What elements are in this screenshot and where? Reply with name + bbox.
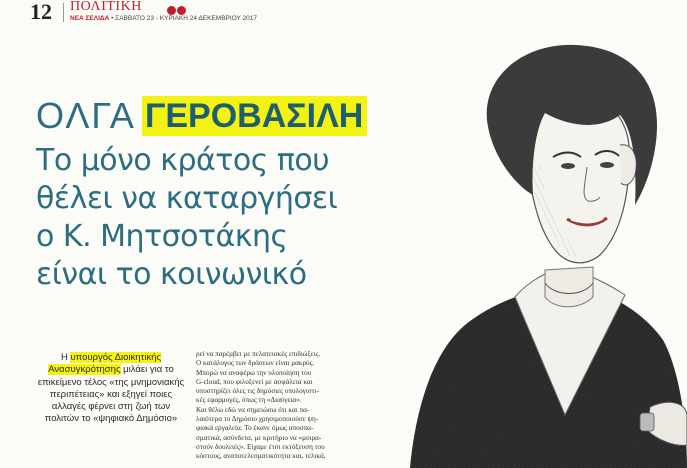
body-line: κόστους, αναποτελεσματικότητα και, τελικά, [196, 452, 326, 461]
body-line: Και θέλω εδώ να σημειώσω ότι και πα- [196, 405, 310, 414]
body-line: φιακά εργαλεία. Το έκανε όμως αποσπα- [196, 424, 314, 433]
red-dot-icon [177, 6, 186, 15]
red-dot-icon [167, 6, 176, 15]
first-name: ΟΛΓΑ [36, 95, 136, 136]
headline-line: ο Κ. Μητσοτάκης [36, 219, 288, 254]
paper-dateline [70, 15, 257, 23]
lede-highlight: υπουργός Διοικητικής [70, 352, 162, 363]
lede-highlight: Ανασυγκρότησης [48, 364, 121, 376]
body-line: κές εφαρμογές, όπως τη «Διαύγεια». [196, 396, 302, 405]
body-line: Ο κατάλογος των δράσεων είναι μακρύς. [196, 359, 315, 368]
page-number: 12 [30, 0, 52, 24]
lede-prefix: Η [60, 352, 71, 363]
body-column [196, 350, 346, 468]
masthead-divider [63, 3, 64, 22]
headline [36, 142, 386, 294]
body-line: λαιότερα το Δημόσιο χρησιμοποιούσε ψη- [196, 415, 319, 424]
section-title: ΠΟΛΙΤΙΚΗ [70, 0, 142, 14]
body-line: ρεί να παρέμβει με πελατειακές επιδιώξεις. [196, 350, 321, 358]
issue-date: • ΣΑΒΒΑΤΟ 23 - ΚΥΡΙΑΚΗ 24 ΔΕΚΕΜΒΡΙΟΥ 2017 [111, 15, 258, 22]
last-name: ΓΕΡΟΒΑΣΙΛΗ [142, 96, 367, 136]
headline-line: Το μόνο κράτος που [36, 143, 330, 178]
paper-name: ΝΕΑ ΣΕΛΙΔΑ [70, 15, 110, 22]
portrait-illustration [395, 35, 687, 468]
body-line: στούν δουλειές». Είχαμε έτσι εκτόξευση του [196, 442, 325, 451]
body-line: Μπορώ να αναφέρω την υλοποίηση του [196, 368, 312, 377]
interviewee-name [36, 96, 367, 136]
headline-line: είναι το κοινωνικό [36, 257, 307, 292]
lede-text: μιλάει για το επικείμενο τέλος «της μνημονιακής περιπέτειας» και εξηγεί ποιες αλλαγές φέρνει στη ζωή των πολιτών το «ψηφιακό Δημόσιο» [37, 364, 185, 425]
headline-line: θέλει να καταργήσει [36, 181, 338, 216]
lede [36, 352, 186, 426]
body-line: σματικά, ασύνδετα, με κριτήριο να «μοιρα- [196, 433, 322, 442]
masthead [0, 0, 687, 26]
body-line: υποστηρίζει όλες τις δημόσιες υπολογιστι- [196, 387, 319, 396]
body-line: G-cloud, που φιλοξενεί με ασφάλεια και [196, 377, 313, 386]
